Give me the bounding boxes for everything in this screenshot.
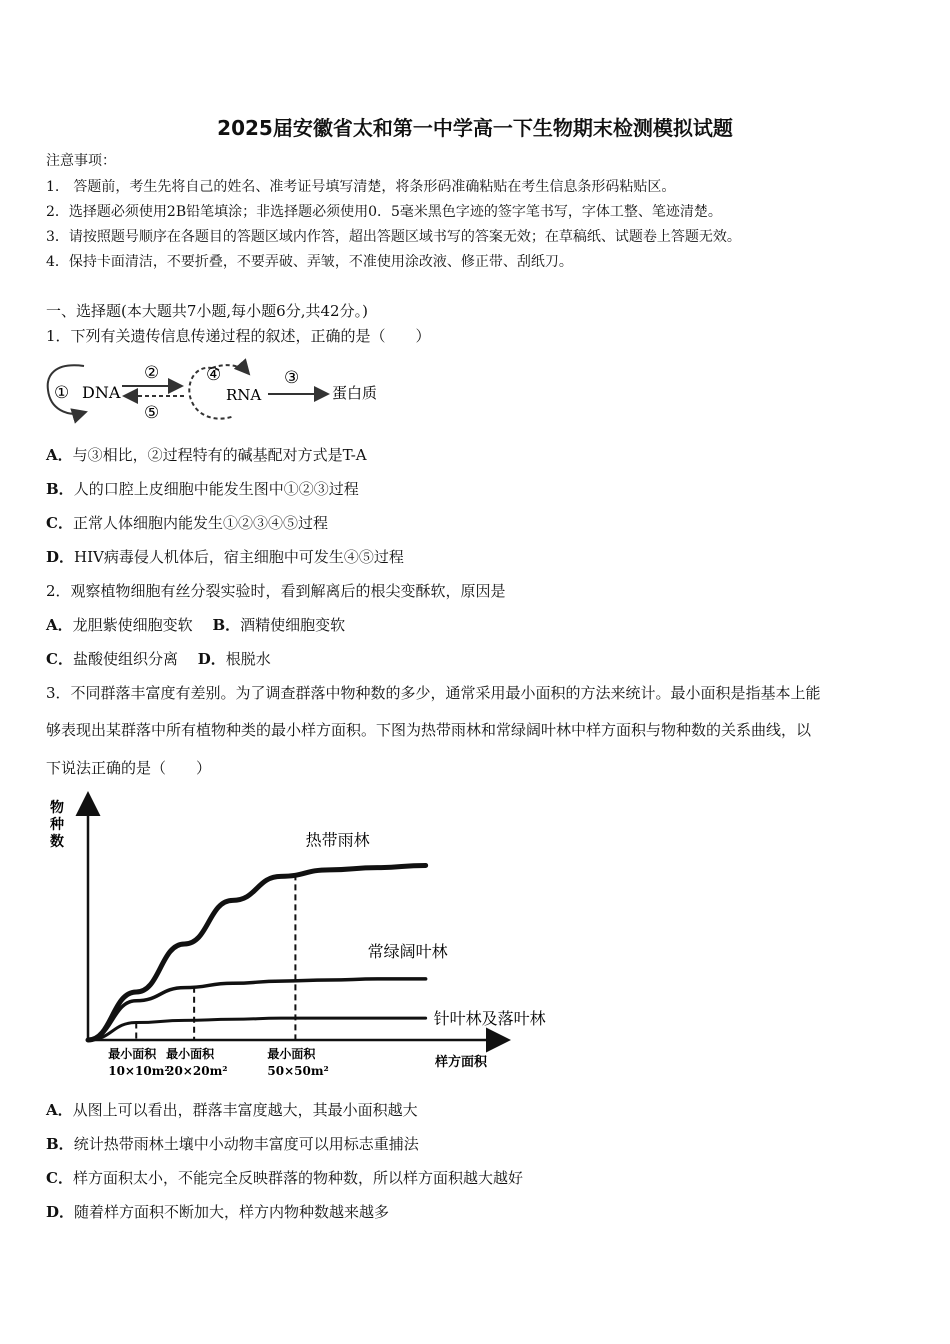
min-area-size: 20×20m² bbox=[166, 1064, 228, 1078]
q3-option-d: D．随着样方面积不断加大，样方内物种数越来越多 bbox=[46, 1203, 390, 1221]
page-title: 2025届安徽省太和第一中学高一下生物期末检测模拟试题 bbox=[217, 116, 733, 140]
q1-option-b: B．人的口腔上皮细胞中能发生图中①②③过程 bbox=[46, 480, 359, 498]
x-axis-label: 样方面积 bbox=[435, 1055, 488, 1070]
note-item: 1. 答题前，考生先将自己的姓名、准考证号填写清楚，将条形码准确粘贴在考生信息条形码粘贴区。 bbox=[46, 179, 676, 195]
note-item: 4．保持卡面清洁，不要折叠，不要弄破、弄皱，不准使用涂改液、修正带、刮纸刀。 bbox=[46, 254, 573, 270]
label-4: ④ bbox=[206, 365, 222, 385]
rna-label: RNA bbox=[226, 386, 262, 404]
series-label-2: 常绿阔叶林 bbox=[367, 941, 448, 961]
min-area-size: 50×50m² bbox=[267, 1064, 329, 1078]
q2-options-ab: A．龙胆紫使细胞变软 B．酒精使细胞变软 bbox=[46, 616, 346, 634]
series-line-2 bbox=[88, 979, 426, 1040]
question-3-stem-line: 够表现出某群落中所有植物种类的最小样方面积。下图为热带雨林和常绿阔叶林中样方面积与物种数的关系曲线，以 bbox=[46, 721, 812, 739]
q3-option-a: A．从图上可以看出，群落丰富度越大，其最小面积越大 bbox=[46, 1101, 418, 1119]
series-line-3 bbox=[88, 1018, 426, 1040]
question-3-stem-line: 3．不同群落丰富度有差别。为了调查群落中物种数的多少，通常采用最小面积的方法来统计。最小面积是指基本上能 bbox=[46, 684, 821, 702]
note-item: 2．选择题必须使用2B铅笔填涂；非选择题必须使用0．5毫米黑色字迹的签字笔书写，字体工整、笔迹清楚。 bbox=[46, 204, 722, 220]
series-label-3: 针叶林及落叶林 bbox=[433, 1009, 546, 1029]
q1-option-a: A．与③相比，②过程特有的碱基配对方式是T-A bbox=[46, 446, 367, 464]
label-3: ③ bbox=[284, 368, 300, 388]
y-axis-label: 物种数 bbox=[50, 800, 64, 850]
q1-option-d: D．HIV病毒侵人机体后，宿主细胞中可发生④⑤过程 bbox=[46, 548, 404, 566]
section-heading: 一、选择题(本大题共7小题,每小题6分,共42分。) bbox=[46, 302, 368, 320]
q1-option-c: C．正常人体细胞内能发生①②③④⑤过程 bbox=[46, 514, 328, 532]
note-item: 3．请按照题号顺序在各题目的答题区域内作答，超出答题区域书写的答案无效；在草稿纸、试题卷上答题无效。 bbox=[46, 229, 741, 245]
q2-options-cd: C．盐酸使组织分离 D．根脱水 bbox=[46, 650, 271, 668]
series-label-1: 热带雨林 bbox=[305, 830, 370, 850]
question-2-stem: 2．观察植物细胞有丝分裂实验时，看到解离后的根尖变酥软，原因是 bbox=[46, 582, 506, 600]
min-area-size: 10×10m² bbox=[108, 1064, 170, 1078]
species-area-chart bbox=[40, 790, 546, 1090]
min-area-label: 最小面积 bbox=[166, 1047, 215, 1061]
label-5: ⑤ bbox=[144, 403, 160, 423]
question-1-stem: 1．下列有关遗传信息传递过程的叙述，正确的是（ ） bbox=[46, 327, 431, 345]
dna-label: DNA bbox=[82, 383, 121, 402]
min-area-label: 最小面积 bbox=[267, 1047, 316, 1061]
q3-option-b: B．统计热带雨林土壤中小动物丰富度可以用标志重捕法 bbox=[46, 1135, 419, 1153]
gene-flow-diagram bbox=[44, 356, 404, 426]
notes-heading: 注意事项： bbox=[46, 153, 116, 169]
q3-option-c: C．样方面积太小，不能完全反映群落的物种数，所以样方面积越大越好 bbox=[46, 1169, 523, 1187]
label-1: ① bbox=[54, 383, 70, 403]
protein-label: 蛋白质 bbox=[332, 384, 378, 402]
label-2: ② bbox=[144, 363, 160, 383]
min-area-label: 最小面积 bbox=[108, 1047, 157, 1061]
question-3-stem-line: 下说法正确的是（ ） bbox=[46, 759, 212, 777]
